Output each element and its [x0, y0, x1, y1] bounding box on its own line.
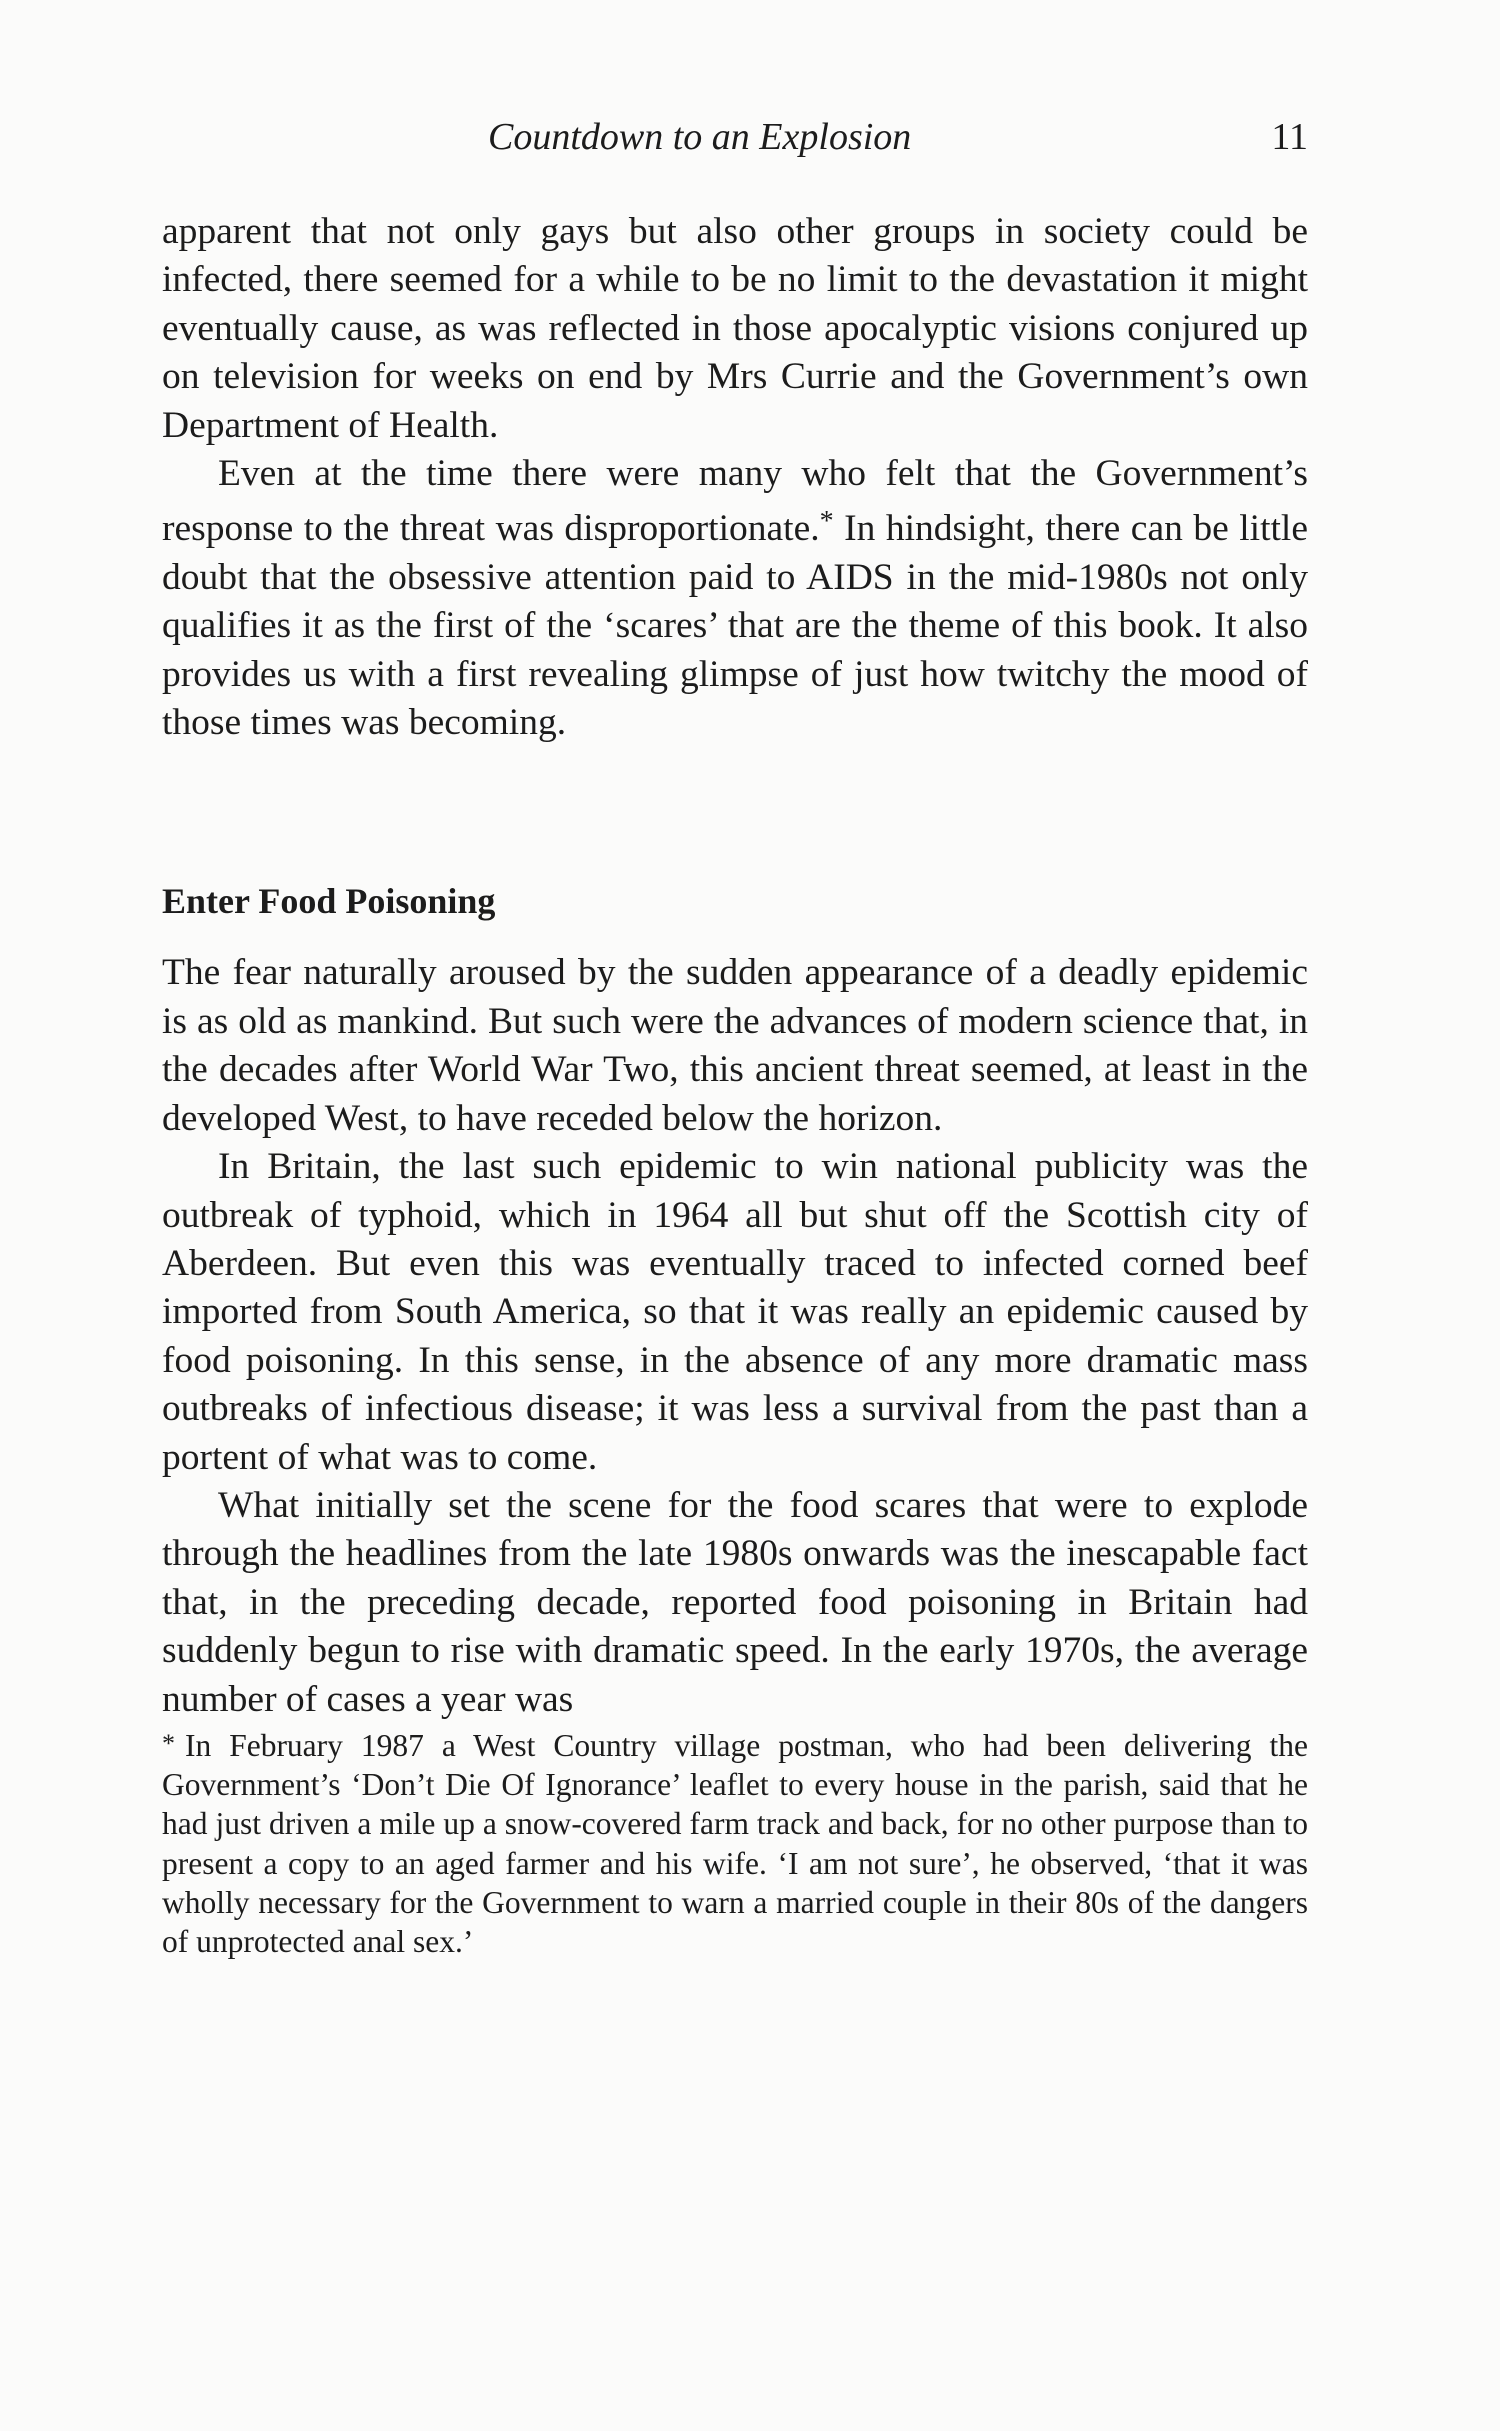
footnote-text: In February 1987 a West Country village postman, who had been delivering the Government’s ‘Don’t Die Of Ignorance’ leaflet to every house in the parish, said that he had just driven a mile up a snow-covered farm track and back, for no other purpose than to present a copy to an aged farmer and his wife. ‘I am not sure’, he observed, ‘that it was wholly necessary for the Government to warn a married couple in their 80s of the dangers of unprotected anal sex.’ [162, 1727, 1308, 1959]
paragraph-food-scares: What initially set the scene for the food scares that were to explode through the headlines from the late 1980s onwards was the inescapable fact that, in the preceding decade, reported food poisoning in Britain had suddenly begun to rise with dramatic speed. In the early 1970s, the average number of cases a year was [162, 1484, 1308, 1720]
footnote [162, 1724, 1308, 1961]
paragraph-text-after-ref: In hindsight, there can be little doubt that the obsessive attention paid to AIDS in the mid-1980s not only qualifies it as the first of the ‘scares’ that are the theme of this book. It also provides us with a first revealing glimpse of just how twitchy the mood of those times was becoming. [162, 508, 1308, 744]
paragraph-government-response [162, 450, 1308, 747]
running-title: Countdown to an Explosion [488, 116, 912, 158]
footnote-reference-mark: * [819, 506, 834, 538]
page-number: 11 [1271, 116, 1308, 158]
paragraph-epidemic-fear: The fear naturally aroused by the sudden appearance of a deadly epidemic is as old as mankind. But such were the advances of modern science that, in the decades after World War Two, this ancient threat seemed, at least in the developed West, to have receded below the horizon. [162, 952, 1308, 1139]
body-text [162, 208, 1308, 1961]
footnote-mark: * [162, 1728, 175, 1758]
running-header [0, 112, 1308, 162]
paragraph-text-before-ref: Even at the time there were many who felt that the Government’s response to the threat was disproportionate. [162, 453, 1308, 550]
paragraph-typhoid-outbreak: In Britain, the last such epidemic to win national publicity was the outbreak of typhoid, which in 1964 all but shut off the Scottish city of Aberdeen. But even this was eventually traced to infected corned beef imported from South America, so that it was really an epidemic caused by food poisoning. In this sense, in the absence of any more dramatic mass outbreaks of infectious disease; it was less a survival from the past than a portent of what was to come. [162, 1146, 1308, 1478]
paragraph-continued: apparent that not only gays but also other groups in society could be infected, there seemed for a while to be no limit to the devastation it might eventually cause, as was reflected in those apocalyptic visions conjured up on television for weeks on end by Mrs Currie and the Government’s own Department of Health. [162, 211, 1308, 446]
section-heading: Enter Food Poisoning [162, 881, 496, 922]
